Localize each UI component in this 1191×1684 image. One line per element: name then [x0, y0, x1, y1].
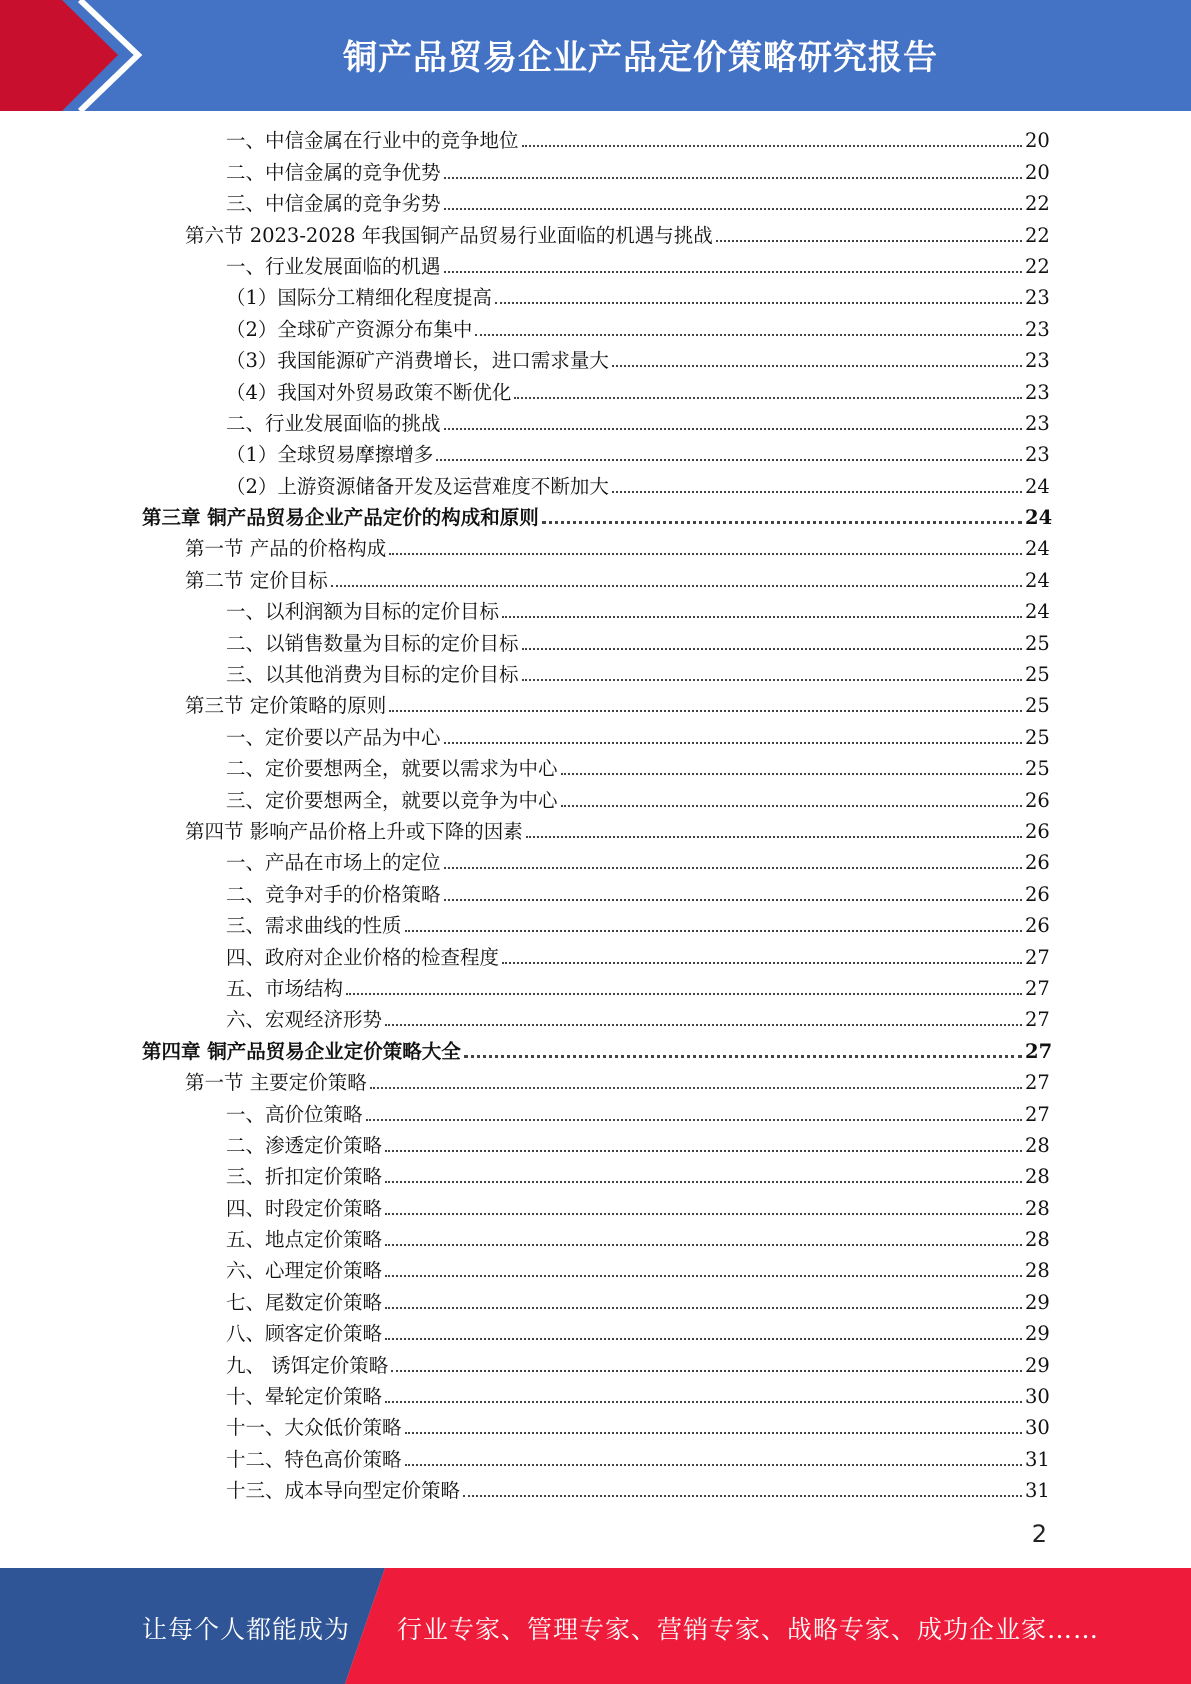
- toc-dot-leader: [444, 270, 1022, 273]
- toc-dot-leader: [444, 866, 1022, 869]
- toc-entry[interactable]: [226, 1351, 1050, 1382]
- toc-dot-leader: [331, 584, 1022, 587]
- toc-dot-leader: [385, 1337, 1022, 1340]
- toc-dot-leader: [542, 520, 1022, 524]
- toc-entry-page: 30: [1025, 1385, 1050, 1409]
- toc-entry-label: 第二节 定价目标: [185, 568, 328, 592]
- toc-dot-leader: [391, 1369, 1022, 1372]
- toc-dot-leader: [444, 207, 1022, 210]
- toc-dot-leader: [385, 1400, 1022, 1403]
- toc-entry-label: （1）全球贸易摩擦增多: [226, 443, 434, 467]
- toc-entry[interactable]: [185, 566, 1050, 597]
- toc-entry-page: 28: [1025, 1165, 1050, 1189]
- toc-entry-label: 三、折扣定价策略: [226, 1165, 383, 1189]
- toc-entry[interactable]: [226, 1477, 1050, 1508]
- toc-dot-leader: [436, 458, 1022, 461]
- toc-entry-label: 二、竞争对手的价格策略: [226, 882, 441, 906]
- page-footer: [0, 1568, 1191, 1684]
- toc-entry-page: 28: [1025, 1228, 1050, 1252]
- toc-dot-leader: [385, 1149, 1022, 1152]
- table-of-contents: [0, 127, 1191, 1508]
- toc-entry-page: 22: [1025, 223, 1050, 247]
- toc-dot-leader: [522, 678, 1022, 681]
- toc-entry[interactable]: [142, 504, 1053, 535]
- toc-entry-label: 八、顾客定价策略: [226, 1322, 383, 1346]
- toc-entry[interactable]: [226, 943, 1050, 974]
- toc-entry-label: 七、尾数定价策略: [226, 1290, 383, 1314]
- toc-entry-label: （2）全球矿产资源分布集中: [226, 317, 473, 341]
- toc-entry[interactable]: [226, 253, 1050, 284]
- toc-entry[interactable]: [226, 315, 1050, 346]
- toc-entry-label: 二、中信金属的竞争优势: [226, 160, 441, 184]
- toc-entry-label: 十一、大众低价策略: [226, 1416, 402, 1440]
- toc-dot-leader: [370, 1086, 1022, 1089]
- toc-dot-leader: [366, 1118, 1022, 1121]
- toc-entry[interactable]: [226, 1445, 1050, 1476]
- toc-entry-label: 十二、特色高价策略: [226, 1447, 402, 1471]
- toc-dot-leader: [526, 835, 1022, 838]
- toc-entry[interactable]: [226, 1288, 1050, 1319]
- toc-entry-page: 26: [1025, 819, 1050, 843]
- toc-entry-label: （1）国际分工精细化程度提高: [226, 286, 492, 310]
- toc-entry-page: 25: [1025, 663, 1050, 687]
- toc-entry[interactable]: [226, 1006, 1050, 1037]
- toc-dot-leader: [405, 929, 1022, 932]
- toc-entry-page: 25: [1025, 757, 1050, 781]
- toc-entry-label: 一、以利润额为目标的定价目标: [226, 600, 500, 624]
- toc-dot-leader: [612, 490, 1022, 493]
- toc-entry[interactable]: [226, 347, 1050, 378]
- toc-entry[interactable]: [226, 1194, 1050, 1225]
- toc-entry-page: 24: [1025, 568, 1050, 592]
- toc-entry-page: 27: [1025, 976, 1050, 1000]
- toc-dot-leader: [385, 1180, 1022, 1183]
- toc-entry[interactable]: [185, 535, 1050, 566]
- toc-entry-page: 26: [1025, 914, 1050, 938]
- toc-entry-page: 28: [1025, 1259, 1050, 1283]
- toc-entry-label: 二、渗透定价策略: [226, 1133, 383, 1157]
- toc-entry-label: 六、宏观经济形势: [226, 1008, 383, 1032]
- toc-entry[interactable]: [226, 1226, 1050, 1257]
- toc-entry[interactable]: [226, 1414, 1050, 1445]
- toc-entry[interactable]: [226, 1132, 1050, 1163]
- toc-entry[interactable]: [226, 284, 1050, 315]
- toc-entry-label: 十三、成本导向型定价策略: [226, 1479, 461, 1503]
- toc-entry-page: 29: [1025, 1353, 1050, 1377]
- toc-dot-leader: [495, 301, 1022, 304]
- toc-entry[interactable]: [226, 378, 1050, 409]
- toc-entry-label: 二、行业发展面临的挑战: [226, 411, 441, 435]
- toc-entry-page: 23: [1025, 349, 1050, 373]
- toc-entry[interactable]: [226, 912, 1050, 943]
- toc-entry-label: （3）我国能源矿产消费增长，进口需求量大: [226, 349, 609, 373]
- toc-entry-page: 23: [1025, 317, 1050, 341]
- toc-dot-leader: [612, 364, 1022, 367]
- toc-dot-leader: [522, 647, 1022, 650]
- page-header: [0, 0, 1191, 111]
- toc-entry[interactable]: [226, 158, 1050, 189]
- toc-dot-leader: [522, 144, 1022, 147]
- toc-dot-leader: [389, 709, 1022, 712]
- toc-dot-leader: [463, 1494, 1022, 1497]
- toc-entry[interactable]: [226, 410, 1050, 441]
- toc-entry-page: 27: [1025, 1008, 1050, 1032]
- toc-entry-label: 六、心理定价策略: [226, 1259, 383, 1283]
- toc-dot-leader: [405, 1463, 1022, 1466]
- toc-entry-page: 27: [1025, 945, 1050, 969]
- toc-entry-label: 二、定价要想两全，就要以需求为中心: [226, 757, 558, 781]
- toc-entry-page: 31: [1025, 1447, 1050, 1471]
- footer-slogan-right: 行业专家、管理专家、营销专家、战略专家、成功企业家……: [397, 1615, 1100, 1644]
- toc-entry-label: 三、以其他消费为目标的定价目标: [226, 663, 519, 687]
- toc-entry[interactable]: [226, 661, 1050, 692]
- toc-entry-page: 23: [1025, 286, 1050, 310]
- toc-entry-page: 24: [1025, 506, 1053, 530]
- toc-entry-page: 25: [1025, 694, 1050, 718]
- toc-dot-leader: [475, 333, 1022, 336]
- toc-entry-label: 四、时段定价策略: [226, 1196, 383, 1220]
- report-title: 铜产品贸易企业产品定价策略研究报告: [343, 38, 938, 78]
- toc-entry-page: 27: [1025, 1102, 1050, 1126]
- toc-entry-page: 22: [1025, 254, 1050, 278]
- toc-dot-leader: [561, 804, 1022, 807]
- toc-entry-label: 九、 诱饵定价策略: [226, 1353, 389, 1377]
- toc-dot-leader: [502, 961, 1022, 964]
- toc-entry-label: 二、以销售数量为目标的定价目标: [226, 631, 519, 655]
- toc-dot-leader: [385, 1243, 1022, 1246]
- toc-entry-page: 27: [1025, 1071, 1050, 1095]
- toc-entry[interactable]: [226, 849, 1050, 880]
- toc-entry-page: 26: [1025, 851, 1050, 875]
- toc-entry[interactable]: [226, 1383, 1050, 1414]
- toc-entry-label: 三、中信金属的竞争劣势: [226, 192, 441, 216]
- toc-entry-label: 第四章 铜产品贸易企业定价策略大全: [142, 1039, 461, 1063]
- toc-dot-leader: [385, 1023, 1022, 1026]
- toc-dot-leader: [716, 239, 1022, 242]
- toc-dot-leader: [385, 1274, 1022, 1277]
- footer-slogan-left: 让每个人都能成为: [142, 1615, 351, 1644]
- toc-entry[interactable]: [226, 1320, 1050, 1351]
- toc-dot-leader: [464, 1054, 1022, 1058]
- toc-entry[interactable]: [142, 1037, 1053, 1068]
- toc-entry-page: 28: [1025, 1133, 1050, 1157]
- toc-entry-page: 22: [1025, 192, 1050, 216]
- toc-entry[interactable]: [226, 1257, 1050, 1288]
- toc-entry-page: 23: [1025, 411, 1050, 435]
- toc-entry[interactable]: [185, 692, 1050, 723]
- toc-entry-label: （4）我国对外贸易政策不断优化: [226, 380, 512, 404]
- toc-entry[interactable]: [226, 1100, 1050, 1131]
- toc-entry-page: 23: [1025, 443, 1050, 467]
- toc-entry-label: 一、中信金属在行业中的竞争地位: [226, 129, 519, 153]
- toc-entry[interactable]: [185, 221, 1050, 252]
- toc-dot-leader: [444, 898, 1022, 901]
- toc-entry[interactable]: [226, 629, 1050, 660]
- toc-entry[interactable]: [226, 127, 1050, 158]
- toc-entry-label: 一、定价要以产品为中心: [226, 725, 441, 749]
- toc-entry-label: 一、行业发展面临的机遇: [226, 254, 441, 278]
- toc-entry[interactable]: [226, 441, 1050, 472]
- toc-entry-label: 三、定价要想两全，就要以竞争为中心: [226, 788, 558, 812]
- toc-entry-label: 第三节 定价策略的原则: [185, 694, 387, 718]
- toc-entry[interactable]: [226, 1163, 1050, 1194]
- toc-entry[interactable]: [226, 472, 1050, 503]
- toc-entry[interactable]: [185, 818, 1050, 849]
- toc-entry-page: 23: [1025, 380, 1050, 404]
- toc-entry-label: 一、产品在市场上的定位: [226, 851, 441, 875]
- toc-dot-leader: [389, 552, 1022, 555]
- toc-entry-page: 29: [1025, 1290, 1050, 1314]
- toc-entry-label: （2）上游资源储备开发及运营难度不断加大: [226, 474, 609, 498]
- toc-entry-page: 24: [1025, 600, 1050, 624]
- toc-dot-leader: [385, 1306, 1022, 1309]
- toc-entry-page: 28: [1025, 1196, 1050, 1220]
- toc-entry-label: 四、政府对企业价格的检查程度: [226, 945, 500, 969]
- toc-entry-page: 26: [1025, 788, 1050, 812]
- toc-entry[interactable]: [226, 598, 1050, 629]
- toc-entry-page: 24: [1025, 537, 1050, 561]
- toc-dot-leader: [561, 772, 1022, 775]
- toc-entry[interactable]: [226, 880, 1050, 911]
- toc-entry-label: 五、市场结构: [226, 976, 344, 1000]
- toc-dot-leader: [444, 176, 1022, 179]
- toc-entry-page: 20: [1025, 160, 1050, 184]
- toc-entry-page: 24: [1025, 474, 1050, 498]
- toc-dot-leader: [502, 615, 1022, 618]
- toc-entry-page: 20: [1025, 129, 1050, 153]
- toc-dot-leader: [346, 992, 1022, 995]
- toc-dot-leader: [444, 427, 1022, 430]
- toc-entry[interactable]: [226, 786, 1050, 817]
- toc-entry-label: 第一节 主要定价策略: [185, 1071, 367, 1095]
- toc-dot-leader: [444, 741, 1022, 744]
- toc-entry-page: 31: [1025, 1479, 1050, 1503]
- toc-entry-label: 第六节 2023-2028 年我国铜产品贸易行业面临的机遇与挑战: [185, 223, 713, 247]
- toc-entry-page: 27: [1025, 1039, 1053, 1063]
- toc-entry-page: 29: [1025, 1322, 1050, 1346]
- page-number: 2: [1031, 1520, 1047, 1548]
- toc-entry-page: 26: [1025, 882, 1050, 906]
- toc-dot-leader: [514, 396, 1022, 399]
- toc-entry[interactable]: [185, 1069, 1050, 1100]
- toc-entry-label: 十、晕轮定价策略: [226, 1385, 383, 1409]
- toc-entry[interactable]: [226, 755, 1050, 786]
- toc-dot-leader: [405, 1431, 1022, 1434]
- toc-entry[interactable]: [226, 190, 1050, 221]
- toc-entry-label: 第一节 产品的价格构成: [185, 537, 387, 561]
- toc-dot-leader: [385, 1212, 1022, 1215]
- toc-entry-label: 三、需求曲线的性质: [226, 914, 402, 938]
- toc-entry-label: 一、高价位策略: [226, 1102, 363, 1126]
- toc-entry-label: 第四节 影响产品价格上升或下降的因素: [185, 819, 523, 843]
- toc-entry-page: 25: [1025, 725, 1050, 749]
- toc-entry-page: 30: [1025, 1416, 1050, 1440]
- toc-entry-label: 五、地点定价策略: [226, 1228, 383, 1252]
- toc-entry-label: 第三章 铜产品贸易企业产品定价的构成和原则: [142, 506, 539, 530]
- toc-entry-page: 25: [1025, 631, 1050, 655]
- toc-entry[interactable]: [226, 723, 1050, 754]
- toc-entry[interactable]: [226, 975, 1050, 1006]
